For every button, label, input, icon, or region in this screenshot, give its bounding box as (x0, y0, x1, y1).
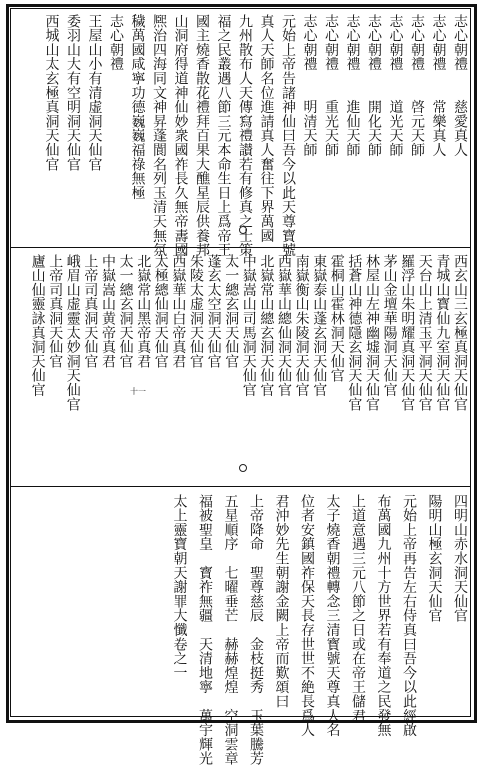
top-section-column: 志心朝禮 (108, 14, 124, 72)
middle-section-column: 霍桐山霍林洞天仙官 (328, 254, 345, 383)
top-section-column: 國主燒香散花禮拜百果大醮星辰供養邦 (194, 14, 210, 258)
middle-section-column: 西嶽華山總仙洞天仙官 (276, 254, 292, 397)
middle-section-column: 西嶽華山白帝真君 (170, 254, 187, 369)
top-section-column: 熈治四海同文神昇蓬閬名列玉清天無氛 (151, 14, 167, 258)
top-section-column: 山洞府得道神仙妙衆國祚長久無帝夀國 (172, 14, 189, 258)
top-section-column: 穢萬國咸寧功德巍巍福祿無極 (129, 14, 146, 200)
middle-section-column: 太一總玄洞天仙官 (117, 254, 134, 369)
middle-section-column: 括蒼山神德隱玄洞天仙官 (346, 254, 363, 412)
top-section-column: 志心朝禮 進仙天師 (344, 14, 361, 157)
middle-section-column: 北嶽常山總玄洞天仙官 (258, 254, 275, 397)
bottom-section-column: 上道意遇三元八節之日或在帝王儲君 (350, 494, 366, 723)
middle-section-column: 中嶽嵩山司馬洞天仙官 (240, 254, 257, 397)
middle-section-column: 青城山寳仙九室洞天仙官 (434, 254, 451, 412)
middle-section-column: 天台山上清玉平洞天仙官 (416, 254, 433, 412)
bottom-section-column: 太上靈寶朝天謝罪大懺卷之一 (171, 494, 188, 680)
bottom-section-column: 布萬國九州十方世界若有奉道之民發無 (375, 494, 392, 738)
middle-section-column: 茅山金壇華陽洞天仙官 (381, 254, 398, 397)
middle-section-column: 廬山仙靈詠真洞天仙官 (29, 254, 46, 397)
top-section-column: 志心朝禮 常樂真人 (430, 14, 447, 157)
top-section-column: 志心朝禮 啓元天師 (409, 14, 425, 157)
middle-section-column: 西玄山三玄極真洞天仙官 (452, 254, 468, 412)
middle-section-column: 林屋山左神幽墟洞天仙官 (364, 254, 380, 412)
top-section-column: 志心朝禮 慈愛真人 (452, 14, 468, 157)
bottom-section-column: 上帝降命 聖尊慈辰 金枝挺秀 玉葉騰芳 (248, 494, 264, 766)
section-divider-lower (10, 486, 471, 487)
middle-section-column: 中嶽嵩山黄帝真君 (100, 254, 116, 369)
middle-section-column: 上帝司真洞天仙官 (82, 254, 99, 369)
bottom-section-column: 太子燒香朝禮轉念三清寳號天尊真人名 (324, 494, 341, 738)
middle-section-column: 朱陵太虚洞天仙官 (188, 254, 204, 369)
bottom-section-column: 元始上帝再告左右侍真曰吾今以此經啟 (401, 494, 417, 738)
top-section-column: 西城山太玄極真洞天仙官 (43, 14, 60, 172)
bottom-section-column: 四明山赤水洞天仙官 (452, 494, 468, 623)
top-section-column: 志心朝禮 道光天師 (387, 14, 404, 157)
page-number: 十一 (130, 387, 146, 396)
bottom-section-column: 君沖妙先生朝謝金闕上帝而歎頌曰 (273, 494, 290, 709)
top-section-column: 委羽山大有空明洞天仙官 (65, 14, 81, 172)
top-section-column: 志心朝禮 開化天師 (366, 14, 382, 157)
middle-section-column: 南嶽衡山朱陵洞天仙官 (293, 254, 310, 397)
bottom-section-column: 五星順序 七曜垂芒 赫赫煌煌 空洞雲章 (222, 494, 239, 766)
top-section-column: 志心朝禮 重光天師 (323, 14, 339, 157)
bottom-section-column: 福被聖皇 寳祚無疆 天清地寧 萬宇輝光 (197, 494, 213, 766)
middle-section-column: 東嶽泰山蓬玄洞天仙官 (311, 254, 328, 397)
top-section-column: 元始上帝告諸神仙曰吾今以此天尊寶號 (280, 14, 296, 258)
bottom-section-column: 陽明山極玄洞天仙官 (426, 494, 443, 623)
top-section-column: 王屋山小有清虚洞天仙官 (86, 14, 103, 172)
middle-section-column: 羅浮山朱明耀真洞天仙官 (399, 254, 416, 412)
bottom-section-column: 位者安鎮國祚保天長存世世不絶長爲人 (299, 494, 315, 738)
top-section-column: 九州散布人天傳寫禮讃若有修真之士策 (237, 14, 253, 258)
middle-section-column: 北嶽常山黑帝真君 (135, 254, 152, 369)
top-section-column: 真人天師名位進請真人奮往下界萬國 (258, 14, 275, 243)
middle-section-column: 太一總玄洞天仙官 (223, 254, 240, 369)
registration-circle-lower (239, 464, 247, 472)
middle-section-column: 上帝司真洞天仙官 (47, 254, 64, 369)
middle-section-column: 蓬玄太空洞天仙官 (205, 254, 222, 369)
top-section-column: 志心朝禮 明清天師 (301, 14, 318, 157)
top-section-column: 福之民叢遇八節三元本命生日上爲帝王 (215, 14, 232, 258)
middle-section-column: 峨眉山虚靈太妙洞天仙官 (64, 254, 81, 412)
middle-section-column: 太極總仙洞天仙官 (152, 254, 169, 369)
